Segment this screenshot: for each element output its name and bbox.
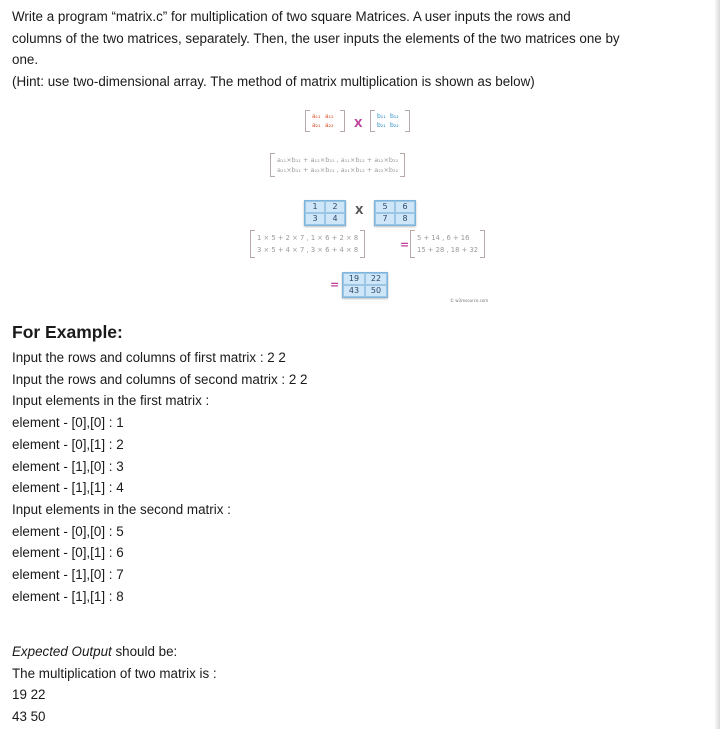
example-b-cell: 8 (395, 213, 415, 225)
problem-statement (12, 6, 712, 92)
result-cell: 43 (343, 285, 365, 297)
multiply-sign: X (354, 117, 363, 130)
expected-output-label-italic: Expected Output (12, 644, 112, 659)
expected-output-label (12, 641, 217, 663)
example-a-cell: 1 (305, 201, 325, 213)
result-matrix (342, 272, 388, 298)
numeric-product-row: 3 × 5 + 4 × 7 , 3 × 6 + 4 × 8 (257, 246, 359, 254)
example-line: element - [0],[0] : 5 (12, 523, 124, 539)
example-line: element - [0],[1] : 6 (12, 545, 124, 561)
example-line: element - [0],[0] : 1 (12, 415, 124, 431)
example-line: element - [0],[1] : 2 (12, 436, 124, 452)
page-edge-shadow (714, 0, 720, 729)
multiply-sign: X (355, 204, 364, 217)
product-sums-matrix (410, 230, 485, 258)
numeric-product-row: 1 × 5 + 2 × 7 , 1 × 6 + 2 × 8 (257, 234, 359, 242)
product-sums-row: 15 + 28 , 18 + 32 (417, 246, 479, 254)
symbolic-product-row: a₁₁×b₁₁ + a₁₂×b₂₁ , a₁₁×b₁₂ + a₁₂×b₂₂ (277, 156, 399, 164)
result-cell: 50 (365, 285, 387, 297)
matrix-multiplication-figure (250, 108, 520, 313)
example-b-cell: 7 (375, 213, 395, 225)
example-a-cell: 3 (305, 213, 325, 225)
symbolic-matrix-a (305, 110, 345, 132)
intro-line-1: Write a program “matrix.c” for multiplication of two square Matrices. A user inputs the rows and (12, 9, 571, 24)
matrix-a-cell: a₁₁ (312, 113, 321, 120)
result-cell: 22 (365, 273, 387, 285)
symbolic-product-row: a₂₁×b₁₁ + a₂₂×b₂₁ , a₂₁×b₁₂ + a₂₂×b₂₂ (277, 166, 399, 174)
expected-output (12, 641, 217, 728)
example-matrix-b (374, 200, 416, 226)
watermark: © w3resource.com (450, 298, 489, 303)
intro-line-3: one. (12, 52, 39, 67)
intro-line-2: columns of the two matrices, separately. Then, the user inputs the elements of the two matrices one by (12, 30, 620, 46)
example-line: element - [1],[1] : 8 (12, 588, 124, 604)
example-line: Input elements in the first matrix : (12, 393, 210, 409)
example-line: element - [1],[0] : 7 (12, 567, 124, 583)
matrix-a-cell: a₂₂ (325, 122, 334, 129)
expected-line: 43 50 (12, 709, 46, 725)
matrix-b-cell: b₁₂ (390, 113, 399, 120)
product-sums-row: 5 + 14 , 6 + 16 (417, 234, 470, 242)
matrix-b-cell: b₂₁ (377, 122, 386, 129)
example-a-cell: 4 (325, 213, 345, 225)
expected-output-label-rest: should be: (111, 644, 178, 659)
example-a-cell: 2 (325, 201, 345, 213)
example-line: Input the rows and columns of first matrix : 2 2 (12, 350, 286, 365)
example-heading: For Example: (12, 322, 123, 342)
matrix-a-cell: a₁₂ (325, 113, 334, 120)
matrix-b-cell: b₁₁ (377, 113, 386, 120)
equals-sign: = (400, 238, 410, 251)
example-matrix-a (304, 200, 346, 226)
example-line: Input elements in the second matrix : (12, 501, 231, 517)
expected-line: 19 22 (12, 687, 46, 703)
example-b-cell: 6 (395, 201, 415, 213)
expected-line: The multiplication of two matrix is : (12, 665, 217, 681)
result-cell: 19 (343, 273, 365, 285)
example-line: element - [1],[0] : 3 (12, 458, 124, 474)
numeric-product-matrix (250, 230, 365, 258)
equals-sign: = (330, 278, 340, 291)
example-line: element - [1],[1] : 4 (12, 480, 124, 496)
hint-text: (Hint: use two-dimensional array. The method of matrix multiplication is shown as below) (12, 73, 535, 89)
matrix-b-cell: b₂₂ (390, 122, 399, 129)
example-b-cell: 5 (375, 201, 395, 213)
matrix-a-cell: a₂₁ (312, 122, 321, 129)
symbolic-matrix-b (370, 110, 410, 132)
symbolic-product-matrix (270, 153, 405, 177)
example-io (12, 347, 308, 607)
example-line: Input the rows and columns of second matrix : 2 2 (12, 371, 308, 387)
